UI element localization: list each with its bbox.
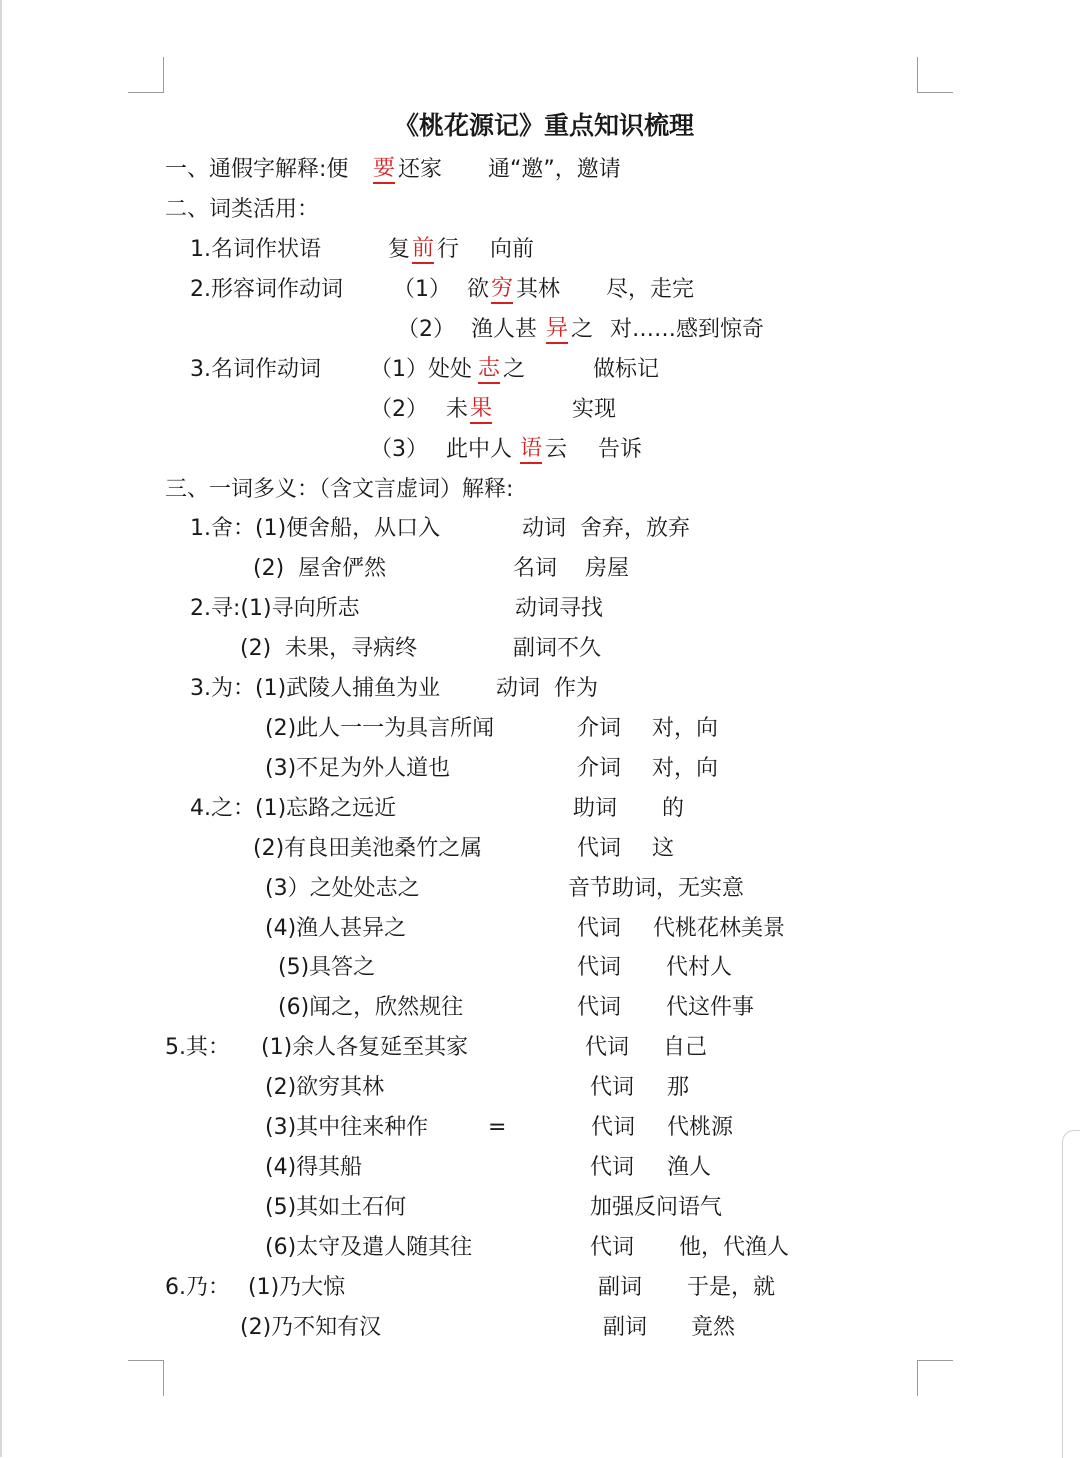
corner-mark-bottom-left xyxy=(128,1360,164,1396)
highlighted-keyword: 志 xyxy=(478,356,500,384)
line-text: 代词 xyxy=(590,1155,635,1180)
line-text: 于是，就 xyxy=(687,1275,776,1300)
line-text: (3)不足为外人道也 xyxy=(265,756,451,781)
line-text: 尽，走完 xyxy=(606,277,695,302)
line-text: 1.名词作状语 xyxy=(190,237,321,262)
line-text: 向前 xyxy=(490,237,535,262)
line-text: (2) 屋舍俨然 xyxy=(253,556,387,581)
scroll-handle[interactable] xyxy=(1062,1130,1080,1458)
line-text: 3.为：(1)武陵人捕鱼为业 xyxy=(190,676,441,701)
line-text: 代词 xyxy=(585,1035,630,1060)
line-text: （2） xyxy=(397,317,455,342)
line-text: 2.形容词作动词 xyxy=(190,277,343,302)
line-text: 这 xyxy=(652,836,675,861)
line-text: 一、通假字解释:便 xyxy=(165,157,349,182)
line-text: 欲 xyxy=(467,277,490,302)
line-text: 云 xyxy=(545,437,568,462)
line-text: （1）处处 xyxy=(370,357,472,382)
line-text: 代词 xyxy=(577,916,622,941)
line-text: 副词不久 xyxy=(513,636,602,661)
line-text: 渔人甚 xyxy=(471,317,538,342)
line-text: 其林 xyxy=(516,277,561,302)
line-text: 2.寻:(1)寻向所志 xyxy=(190,596,360,621)
line-text: 做标记 xyxy=(593,357,660,382)
line-text: 代词 xyxy=(577,995,622,1020)
line-text: 动词 舍弃，放弃 xyxy=(522,516,690,541)
line-text: 助词 xyxy=(573,796,618,821)
line-text: （3） xyxy=(370,437,428,462)
line-text: 音节助词，无实意 xyxy=(568,876,745,901)
line-text: 之 xyxy=(503,357,526,382)
line-text: (4)得其船 xyxy=(265,1155,363,1180)
line-text: 副词 xyxy=(603,1315,648,1340)
line-text: 动词寻找 xyxy=(515,596,604,621)
line-text: 之 xyxy=(571,317,594,342)
line-text: (5)其如土石何 xyxy=(265,1195,407,1220)
line-text: = xyxy=(488,1115,507,1140)
page-left-edge xyxy=(0,0,2,1457)
highlighted-keyword: 要 xyxy=(373,156,395,184)
line-text: 实现 xyxy=(572,397,617,422)
line-text: 告诉 xyxy=(598,437,643,462)
line-text: 还家 xyxy=(398,157,443,182)
highlighted-keyword: 果 xyxy=(470,396,492,424)
corner-mark-bottom-right xyxy=(917,1360,953,1396)
line-text: (1)乃大惊 xyxy=(248,1275,346,1300)
line-text: (3)其中往来种作 xyxy=(265,1115,429,1140)
line-text: 6.乃： xyxy=(165,1275,230,1300)
line-text: 副词 xyxy=(598,1275,643,1300)
line-text: 对，向 xyxy=(652,716,719,741)
line-text: 1.舍：(1)便舍船，从口入 xyxy=(190,516,441,541)
line-text: 5.其： xyxy=(165,1035,230,1060)
line-text: 渔人 xyxy=(667,1155,712,1180)
line-text: (2)欲穷其林 xyxy=(265,1075,385,1100)
line-text: (5)具答之 xyxy=(278,955,376,980)
line-text: 代桃源 xyxy=(667,1115,734,1140)
line-text: 竟然 xyxy=(691,1315,736,1340)
line-text: (2) 未果，寻病终 xyxy=(240,636,418,661)
line-text: 代词 xyxy=(590,1075,635,1100)
line-text: 动词 作为 xyxy=(496,676,598,701)
line-text: 代桃花林美景 xyxy=(653,916,786,941)
line-text: 介词 xyxy=(577,756,622,781)
line-text: (2)有良田美池桑竹之属 xyxy=(253,836,483,861)
line-text: (6)闻之，欣然规往 xyxy=(278,995,464,1020)
document-title: 《桃花源记》重点知识梳理 xyxy=(393,111,694,140)
line-text: 二、词类活用： xyxy=(165,197,320,222)
line-text: 对……感到惊奇 xyxy=(610,317,765,342)
line-text: (3）之处处志之 xyxy=(265,876,420,901)
line-text: (2)此人一一为具言所闻 xyxy=(265,716,495,741)
line-text: 那 xyxy=(667,1075,690,1100)
line-text: 4.之：(1)忘路之远近 xyxy=(190,796,397,821)
line-text: 自己 xyxy=(663,1035,708,1060)
line-text: (1)余人各复延至其家 xyxy=(261,1035,469,1060)
line-text: 他，代渔人 xyxy=(679,1235,790,1260)
corner-mark-top-right xyxy=(917,57,953,93)
line-text: 未 xyxy=(446,397,469,422)
highlighted-keyword: 异 xyxy=(546,316,568,344)
line-text: 代词 xyxy=(577,955,622,980)
line-text: 对，向 xyxy=(652,756,719,781)
line-text: 的 xyxy=(662,796,685,821)
line-text: (6)太守及遣人随其往 xyxy=(265,1235,473,1260)
line-text: 此中人 xyxy=(446,437,513,462)
line-text: （2） xyxy=(370,397,428,422)
line-text: (2)乃不知有汉 xyxy=(240,1315,382,1340)
line-text: 代这件事 xyxy=(666,995,755,1020)
line-text: 行 xyxy=(437,237,460,262)
line-text: 代词 xyxy=(591,1115,636,1140)
line-text: 3.名词作动词 xyxy=(190,357,321,382)
line-text: 名词 房屋 xyxy=(513,556,629,581)
line-text: 代村人 xyxy=(666,955,733,980)
highlighted-keyword: 穷 xyxy=(491,276,513,304)
corner-mark-top-left xyxy=(128,57,164,93)
line-text: （1） xyxy=(393,277,451,302)
line-text: 复 xyxy=(388,237,411,262)
line-text: (4)渔人甚异之 xyxy=(265,916,407,941)
line-text: 代词 xyxy=(590,1235,635,1260)
highlighted-keyword: 前 xyxy=(412,236,434,264)
line-text: 三、一词多义：（含文言虚词）解释: xyxy=(165,477,514,502)
line-text: 加强反问语气 xyxy=(590,1195,723,1220)
line-text: 介词 xyxy=(577,716,622,741)
line-text: 代词 xyxy=(577,836,622,861)
highlighted-keyword: 语 xyxy=(520,436,542,464)
line-text: 通“邀”，邀请 xyxy=(488,157,621,182)
